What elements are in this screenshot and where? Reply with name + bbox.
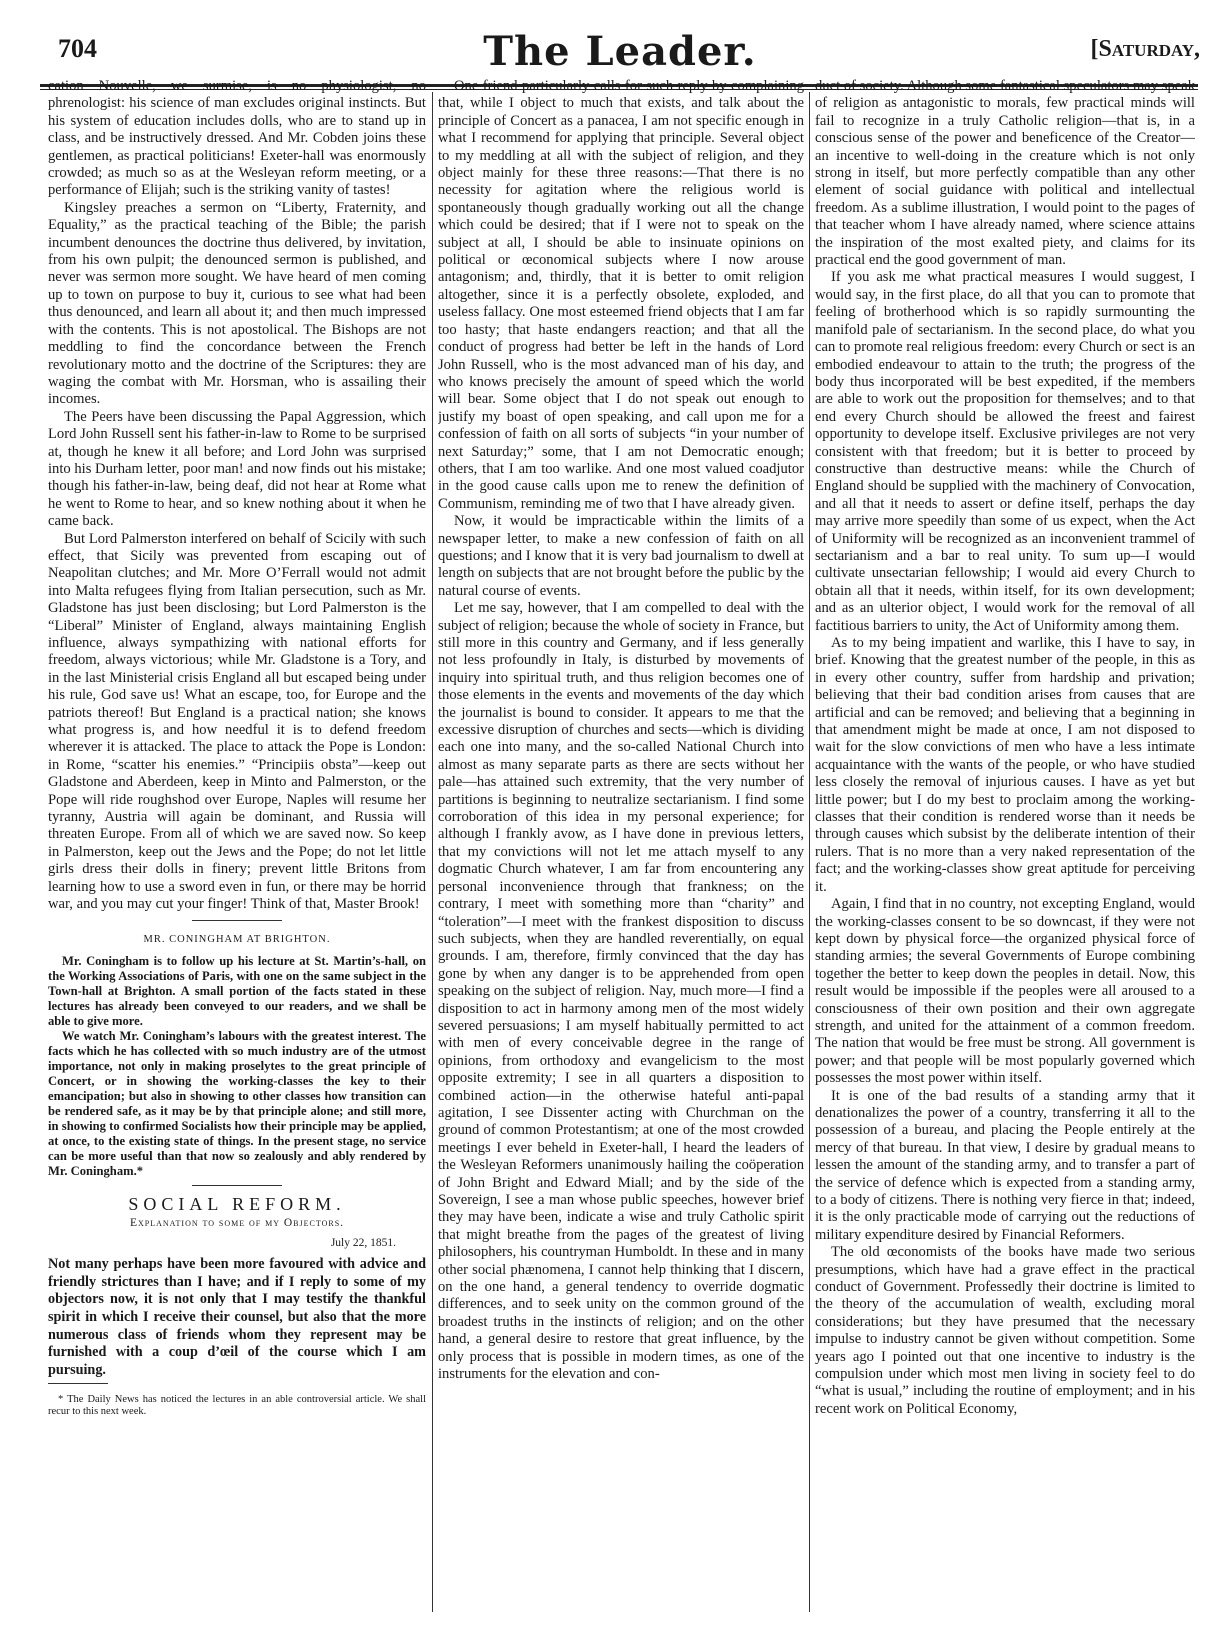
paragraph: Let me say, however, that I am compelled to deal with the subject of religion; because the whole of society in France, but still more in this country and Germany, and if less generally not less profoundly in Italy, is disturbed by movements of inquiry into spiritual truth, and thus religion becomes one of those elements in the events and movements of the day which the journalist is bound to consider. It appears to me that the excessive disruption of churches and sects—which is dividing each one into many, and the so-called National Church into almost as many separate parts as there are sects without her pale—has attained such extremity, that the very number of partitions is beginning to neutralize sectarianism. I find some corroboration of this idea in my personal experience; for although I frankly avow, as I have done in previous letters, that my convictions will not let me attach myself to any dogmatic Church whatever, I am far from encountering any personal inconvenience through that frankness; on the contrary, I meet with something more than “charity” and “toleration”—I meet with the frankest disposition to discuss such subjects, when they are handled reverentially, on equal grounds. I am, therefore, firmly convinced that the day has gone by when any danger is to be apprehended from open speaking on the subject of religion. Nay, much more—I find a disposition to act in harmony among men of the most widely severed persuasions; I am myself habitually permitted to act with men of every conceivable degree in the range of opinions, from orthodoxy and evangelicism to the most opposite extremity; I see in all quarters a disposition to combined action—in the otherwise hateful anti-papal agitation, I see Dissenter acting with Churchman on the ground of common Protestantism; at one of the most crowded meetings I ever beheld in Exeter-hall, I heard the leaders of the Wesleyan Reformers unanimously hailing the coöperation of John Bright and Edward Miall; and by the side of the Sovereign, I see a man whose public speeches, however brief they may have been, indicate a wise and truly Catholic spirit that might breathe from the pages of the greatest of living philosophers, his countryman Humboldt. In these and in many other social phænomena, I cannot help thinking that I discern, on the one hand, a general tendency to override dogmatic differences, and to seek unity on the common ground of the broadest truths in the instincts of religion; and on the other hand, a general desire to restore that great influence, by the only process that is possible in modern times, as one of the instruments for the elevation and con- <box>438 600 804 1383</box>
paragraph: The old œconomists of the books have made two serious presumptions, which have had a grave effect in the practical conduct of Government. Professedly their doctrine is limited to the theory of the accumulation of wealth, excluding moral considerations; but they have presumed that the necessary impulse to industry cannot be given without competition. Some years ago I pointed out that one incentive to industry is the compulsion under which most men living in society feel to do “what is usual,” including the routine of employment; and in his recent work on Political Economy, <box>815 1244 1195 1417</box>
footnote-rule <box>48 1383 108 1384</box>
coningham-heading: MR. CONINGHAM AT BRIGHTON. <box>143 933 331 945</box>
paragraph: cation Nouvelle, we surmise, is no physiologist, no phrenologist: his science of man excludes original instincts. But his system of education includes dolls, who are to stand up in class, and be instructively dressed. And Mr. Cobden joins these gentlemen, as practical politicians! Exeter-hall was enormously crowded; as much so as at the Wesleyan reform meeting, or a performance of Elijah; such is the striking vanity of tastes! <box>48 78 426 199</box>
footnote <box>48 1390 426 1418</box>
social-reform-date: July 22, 1851. <box>330 1236 396 1249</box>
paragraph: Now, it would be impracticable within the limits of a newspaper letter, to make a new confession of faith on all questions; and I know that it is very bad journalism to dwell at length on subjects that are not brought before the public by the natural course of events. <box>438 513 804 599</box>
paragraph: duct of society. Although some fantastical speculators may speak of religion as antagonistic to morals, few practical minds will fail to recognize in a truly Catholic religion—that is, in a conscious sense of the power and beneficence of the Creator—an incentive to well-doing in the creature which is not only strong in itself, but more perfectly compatible than any other element of social guidance with political and intellectual freedom. As a sublime illustration, I would point to the pages of that teacher whom I have already named, where science attains the inspiration of the most exalted piety, and claims for its practical end the good government of man. <box>815 78 1195 269</box>
coningham-article <box>48 954 426 1179</box>
paragraph: Again, I find that in no country, not excepting England, would the working-classes consent to be so downcast, if they were not kept down by physical force—the organized physical force of standing armies; the several Governments of Europe combining together the better to keep down the peoples in detail. Now, this result would be impossible if the peoples were all aroused to a consciousness of their own position and their own aggregate strength, and united for the attainment of a common freedom. The nation that would be free must be strong. All government is power; and that people will be most popularly governed which possesses the most power within itself. <box>815 896 1195 1087</box>
footnote-text: * The Daily News has noticed the lectures in an able controversial article. We shall recur to this next week. <box>48 1394 426 1418</box>
column-3 <box>815 78 1195 1618</box>
masthead: The Leader. <box>483 28 757 75</box>
paragraph: We watch Mr. Coningham’s labours with the greatest interest. The facts which he has collected with so much industry are of the utmost importance, not only in making proselytes to the great principle of Concert, or in showing the working-classes the key to their emancipation; but also in showing to other classes how transition can be rendered safe, as it may be by that principle alone; and still more, in showing to confirmed Socialists how their principle may be applied, at once, to the existing state of things. In the present stage, no service can be more useful than that now so zealously and ably rendered by Mr. Coningham.* <box>48 1028 426 1178</box>
social-reform-intro <box>48 1256 426 1379</box>
paragraph: The Peers have been discussing the Papal Aggression, which Lord John Russell sent his father-in-law to Rome to be surprised at, though he knew it all before; and Lord John was surprised into his Durham letter, poor man! and now finds out his mistake; though his father-in-law, being deaf, did not hear at Rome what he went to Rome to hear, and so knew nothing about it when he came back. <box>48 408 426 530</box>
social-reform-subtitle: Explanation to some of my Objectors. <box>129 1217 345 1230</box>
paragraph: Mr. Coningham is to follow up his lecture at St. Martin’s-hall, on the Working Associations of Paris, with one on the same subject in the Town-hall at Brighton. A small portion of the facts stated in these lectures has already been conveyed to our readers, and we shall be able to give more. <box>48 953 426 1028</box>
paragraph: If you ask me what practical measures I would suggest, I would say, in the first place, do all that you can to promote that feeling of brotherhood which is so rapidly surmounting the manifold pale of sectarianism. In the second place, do what you can to promote real religious freedom: every Church or sect is an embodied endeavour to attain to the truth; the progress of the body thus incorporated will be best expedited, if the members are able to work out the proposition for themselves; and to that end every Church should be allowed the freest and fairest opportunity to develope itself. Exclusive privileges are not very consistent with that freedom; but it is better to proceed by constructive than destructive means: while the Church of England should be supplied with the machinery of Convocation, and all that it needs to assert or define itself, perhaps the day may arrive more speedily than some of us expect, when the Act of Uniformity will be recognized as an inconvenient trammel of sectarianism and a bar to real unity. To sum up—I would cultivate unsectarian fellowship; I would aid every Church to obtain all that it needs, within itself, for its own development; and as an ulterior object, I would work for the removal of all factitious barriers to unity, the Act of Uniformity among them. <box>815 269 1195 634</box>
social-reform-title: SOCIAL REFORM. <box>128 1193 346 1214</box>
column-1 <box>48 78 426 1618</box>
column-divider-2 <box>809 92 810 1612</box>
section-rule <box>192 1185 282 1186</box>
column-2 <box>438 78 804 1618</box>
paragraph: As to my being impatient and warlike, this I have to say, in brief. Knowing that the greatest number of the people, in this as in every other country, suffer from hardship and privation; believing that their bad condition arises from causes that are artificial and can be removed; and believing that a beginning in that amendment might be made at once, I am not disposed to wait for the slow convictions of men who have a less intimate acquaintance with the wants of the people, or who have studied less closely the removal of injurious causes. I have as yet but little power; but I do my best to proclaim among the working-classes that their condition is rendered worse than it needs be through causes which subsist by the deliberate intention of their rulers. That is no more than a very naked representation of the fact; and the working-classes show great aptitude for perceiving it. <box>815 635 1195 895</box>
paragraph: One friend particularly calls for such reply by complaining that, while I object to much that exists, and talk about the principle of Concert as a panacea, I am not specific enough in what I recommend for applying that principle. Several object to my meddling at all with the subject of religion, and they object mainly for these three reasons:—That there is no necessity for agitation where the religious world is spontaneously though gradually working out all the change which could be desired; that if I were not to speak on the subject at all, I should be able to insinuate opinions on political or œconomical subjects where I now arouse antagonism; and, thirdly, that it is better to omit religion altogether, since it is a perfectly obsolete, exploded, and useless fallacy. One most esteemed friend objects that I am far too hasty; that haste endangers reaction; and that all the conduct of progress had better be left in the hands of Lord John Russell, who is the most advanced man of his day, and who knows precisely the amount of speed which the world will bear. Some object that I do not speak out enough to justify my boast of open speaking, and call upon me for a confession of faith on all sorts of subjects “in your number of next Saturday;” some, that I am not Democratic enough; others, that I am too warlike. And one most valued coadjutor in the good cause calls upon me to renew the definition of Communism, reminding me of two that I have already given. <box>438 78 804 512</box>
paragraph: Not many perhaps have been more favoured with advice and friendly strictures than I have; and if I reply to some of my objectors now, it is not only that I may testify the thankful spirit in which I receive their counsel, but also that the more numerous class of friends whom they represent may be furnished with a coup d’œil of the course which I am pursuing. <box>48 1256 426 1378</box>
day-label: [Saturday, <box>1090 36 1200 62</box>
paragraph: It is one of the bad results of a standing army that it denationalizes the power of a country, transferring it all to the possession of a bureau, and placing the People entirely at the mercy of that bureau. In that view, I desire by gradual means to lessen the amount of the standing army, and to transfer a part of the service of defence which is expected from a standing army, to a body of citizens. There is nothing very fierce in that; indeed, it is the only practicable mode of carrying out the reductions of military expenditure desired by Financial Reformers. <box>815 1087 1195 1243</box>
paragraph: Kingsley preaches a sermon on “Liberty, Fraternity, and Equality,” as the practical teaching of the Bible; the parish incumbent denounces the doctrine thus delivered, by invitation, from his own pulpit; the denounced sermon is published, and never was sermon more sought. We have heard of men coming up to town on purpose to buy it, curious to see what had been thus denounced, and learn all about it; and then much impressed with the contents. This is not apostolical. The Bishops are not meddling to find the concordance between the French revolutionary motto and the doctrine of the Scriptures: they are waging the combat with Mr. Horsman, who is assailing their incomes. <box>48 199 426 408</box>
column-divider-1 <box>432 92 433 1612</box>
section-rule <box>192 920 282 921</box>
page-number: 704 <box>58 34 97 63</box>
paragraph: But Lord Palmerston interfered on behalf of Scicily with such effect, that Sicily was prevented from escaping out of Neapolitan clutches; and Mr. More O’Ferrall would not admit into Malta refugees flying from Italian persecution, such as Mr. Gladstone has just been disclosing; but Lord Palmerston is the “Liberal” Minister of England, always maintaining English influence, always sympathizing with national efforts for freedom, always victorious; while Mr. Gladstone is a Tory, and in the last Ministerial crisis England all but escaped being under his rule, God save us! What an escape, too, for Europe and the patriots thereof! But England is a practical nation; she knows what progress is, and how needful it is to defend freedom wherever it is attacked. The place to attack the Pope is London: in Rome, “scatter his enemies.” “Principiis obsta”—keep out Gladstone and Aberdeen, keep in Minto and Palmerston, or the Pope will ride roughshod over Europe, Naples will resume her tyranny, Austria will again be dominant, and Russia will threaten Europe. From all of which we are saved now. So keep in Palmerston, keep out the Jews and the Pope; do not let little girls dress their dolls in finery; prevent little Britons from learning how to use a sword even in fun, or there may be horrid war, and you may cut your finger! Think of that, Master Brook! <box>48 530 426 913</box>
